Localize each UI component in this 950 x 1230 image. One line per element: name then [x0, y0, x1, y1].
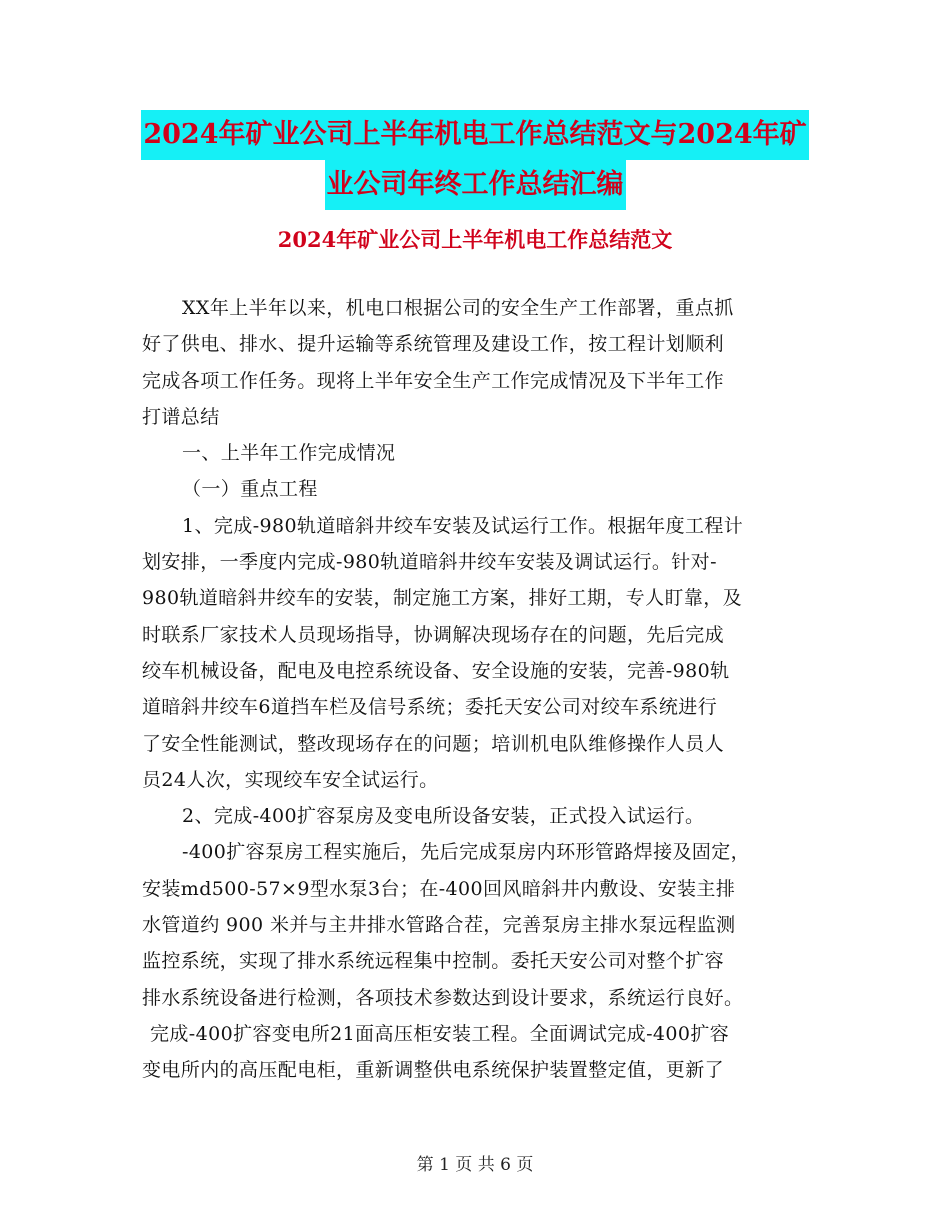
- text-line: -400扩容泵房工程实施后，先后完成泵房内环形管路焊接及固定，: [182, 841, 751, 864]
- text-line: 安装md500-57×9型水泵3台；在-400回风暗斜井内敷设、安装主排: [142, 877, 736, 900]
- text-line: 了安全性能测试，整改现场存在的问题；培训机电队维修操作人员人: [142, 732, 725, 755]
- text-line: 道暗斜井绞车6道挡车栏及信号系统；委托天安公司对绞车系统进行: [142, 696, 718, 719]
- text-line: 完成-400扩容变电所21面高压柜安装工程。全面调试完成-400扩容: [150, 1022, 730, 1045]
- document-title: [0, 110, 950, 210]
- text-line: 变电所内的高压配电柜，重新调整供电系统保护装置整定值，更新了: [142, 1059, 725, 1082]
- text-line: 2、完成-400扩容泵房及变电所设备安装，正式投入试运行。: [182, 805, 705, 828]
- text-line: 1、完成-980轨道暗斜井绞车安装及试运行工作。根据年度工程计: [182, 514, 744, 537]
- body-text: [142, 290, 812, 1089]
- text-line: 绞车机械设备，配电及电控系统设备、安全设施的安装，完善-980轨: [142, 659, 730, 682]
- text-line: 时联系厂家技术人员现场指导，协调解决现场存在的问题，先后完成: [142, 623, 725, 646]
- text-line: 好了供电、排水、提升运输等系统管理及建设工作，按工程计划顺利: [142, 333, 725, 356]
- text-line: 水管道约 900 米并与主井排水管路合茬，完善泵房主排水泵远程监测: [142, 914, 736, 937]
- section-title: 2024年矿业公司上半年机电工作总结范文: [277, 227, 673, 252]
- text-line: 一、上半年工作完成情况: [182, 442, 396, 465]
- text-line: 员24人次，实现绞车安全试运行。: [142, 768, 439, 791]
- text-line: 980轨道暗斜井绞车的安装，制定施工方案，排好工期，专人盯靠，及: [142, 587, 743, 610]
- text-line: 排水系统设备进行检测，各项技术参数达到设计要求，系统运行良好。: [142, 986, 744, 1009]
- text-line: （一）重点工程: [182, 478, 318, 501]
- text-line: 打谱总结: [142, 405, 220, 428]
- title-line-1: 2024年矿业公司上半年机电工作总结范文与2024年矿: [141, 110, 808, 160]
- text-line: XX年上半年以来，机电口根据公司的安全生产工作部署，重点抓: [182, 297, 734, 319]
- text-line: 完成各项工作任务。现将上半年安全生产工作完成情况及下半年工作: [142, 369, 725, 392]
- title-line-2: 业公司年终工作总结汇编: [325, 160, 626, 210]
- text-line: 监控系统，实现了排水系统远程集中控制。委托天安公司对整个扩容: [142, 950, 725, 973]
- text-line: 划安排，一季度内完成-980轨道暗斜井绞车安装及调试运行。针对-: [142, 551, 717, 574]
- page-footer: 第 1 页 共 6 页: [416, 1155, 534, 1175]
